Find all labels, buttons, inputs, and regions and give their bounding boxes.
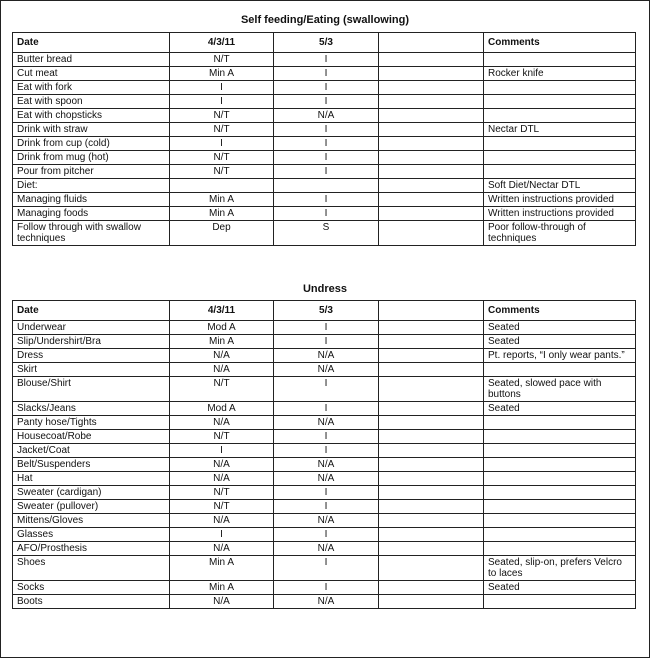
cell-comments: Poor follow-through of techniques (484, 221, 636, 246)
cell-activity: Socks (13, 581, 170, 595)
cell-activity: Diet: (13, 179, 170, 193)
cell-activity: Mittens/Gloves (13, 514, 170, 528)
cell-blank (379, 207, 484, 221)
cell-date-2: I (274, 335, 379, 349)
cell-blank (379, 363, 484, 377)
cell-date-2: I (274, 444, 379, 458)
undress-table (12, 300, 636, 609)
cell-date-2: I (274, 486, 379, 500)
cell-date-2: I (274, 207, 379, 221)
cell-comments (484, 486, 636, 500)
cell-date-2: N/A (274, 595, 379, 609)
table-row (13, 514, 636, 528)
cell-date-2: I (274, 193, 379, 207)
table-row (13, 95, 636, 109)
cell-comments: Soft Diet/Nectar DTL (484, 179, 636, 193)
table-row (13, 377, 636, 402)
table-row (13, 595, 636, 609)
cell-blank (379, 335, 484, 349)
cell-date-1: I (170, 81, 274, 95)
cell-activity: Drink with straw (13, 123, 170, 137)
cell-blank (379, 81, 484, 95)
cell-blank (379, 321, 484, 335)
cell-comments (484, 542, 636, 556)
cell-date-1: I (170, 95, 274, 109)
cell-blank (379, 221, 484, 246)
cell-blank (379, 53, 484, 67)
cell-date-1: Dep (170, 221, 274, 246)
cell-date-2: I (274, 321, 379, 335)
cell-blank (379, 123, 484, 137)
cell-date-1: Min A (170, 581, 274, 595)
cell-blank (379, 137, 484, 151)
cell-date-2: N/A (274, 542, 379, 556)
header-row (13, 33, 636, 53)
cell-activity: Hat (13, 472, 170, 486)
cell-blank (379, 514, 484, 528)
column-header-activity: Date (13, 301, 170, 321)
table-row (13, 193, 636, 207)
section-title-undress: Undress (302, 283, 348, 295)
cell-comments (484, 53, 636, 67)
cell-date-2: I (274, 95, 379, 109)
cell-activity: Managing foods (13, 207, 170, 221)
table-row (13, 165, 636, 179)
cell-activity: Boots (13, 595, 170, 609)
cell-comments (484, 363, 636, 377)
cell-date-2: I (274, 81, 379, 95)
table-row (13, 581, 636, 595)
cell-date-1: Min A (170, 67, 274, 81)
cell-blank (379, 179, 484, 193)
cell-comments: Seated, slip-on, prefers Velcro to laces (484, 556, 636, 581)
table-row (13, 349, 636, 363)
cell-date-1: N/A (170, 514, 274, 528)
cell-blank (379, 193, 484, 207)
table-row (13, 556, 636, 581)
cell-date-1: N/T (170, 500, 274, 514)
column-header-date-1: 4/3/11 (170, 301, 274, 321)
cell-date-1: I (170, 528, 274, 542)
cell-activity: Managing fluids (13, 193, 170, 207)
cell-comments: Seated, slowed pace with buttons (484, 377, 636, 402)
cell-comments: Nectar DTL (484, 123, 636, 137)
cell-comments (484, 528, 636, 542)
cell-comments: Written instructions provided (484, 207, 636, 221)
cell-date-1: N/A (170, 349, 274, 363)
cell-date-2: I (274, 377, 379, 402)
cell-comments: Seated (484, 402, 636, 416)
cell-activity: Butter bread (13, 53, 170, 67)
cell-blank (379, 430, 484, 444)
cell-activity: Housecoat/Robe (13, 430, 170, 444)
cell-activity: Glasses (13, 528, 170, 542)
table-row (13, 53, 636, 67)
cell-date-2: N/A (274, 458, 379, 472)
cell-date-1: N/T (170, 430, 274, 444)
cell-date-1: N/T (170, 151, 274, 165)
cell-activity: Shoes (13, 556, 170, 581)
cell-activity: Drink from cup (cold) (13, 137, 170, 151)
cell-activity: Drink from mug (hot) (13, 151, 170, 165)
cell-activity: Dress (13, 349, 170, 363)
cell-blank (379, 109, 484, 123)
cell-date-2: I (274, 123, 379, 137)
cell-blank (379, 528, 484, 542)
cell-date-1: Mod A (170, 321, 274, 335)
cell-blank (379, 458, 484, 472)
cell-comments (484, 137, 636, 151)
table-row (13, 402, 636, 416)
cell-date-2: I (274, 430, 379, 444)
cell-comments (484, 95, 636, 109)
cell-date-2: I (274, 137, 379, 151)
cell-comments: Seated (484, 581, 636, 595)
cell-date-1: Min A (170, 193, 274, 207)
cell-date-2: I (274, 528, 379, 542)
cell-blank (379, 402, 484, 416)
cell-date-1: N/A (170, 363, 274, 377)
cell-date-2: I (274, 581, 379, 595)
column-header-comments: Comments (484, 301, 636, 321)
cell-date-2: N/A (274, 472, 379, 486)
cell-blank (379, 151, 484, 165)
table-row (13, 109, 636, 123)
cell-date-1: N/T (170, 123, 274, 137)
cell-date-2 (274, 179, 379, 193)
table-row (13, 444, 636, 458)
self-feeding-table (12, 32, 636, 246)
cell-activity: Belt/Suspenders (13, 458, 170, 472)
column-header-comments: Comments (484, 33, 636, 53)
cell-comments (484, 500, 636, 514)
table-row (13, 416, 636, 430)
table-row (13, 67, 636, 81)
cell-date-2: I (274, 402, 379, 416)
cell-comments (484, 514, 636, 528)
cell-activity: Sweater (cardigan) (13, 486, 170, 500)
table-row (13, 81, 636, 95)
table-row (13, 151, 636, 165)
cell-activity: Underwear (13, 321, 170, 335)
table-row (13, 321, 636, 335)
cell-activity: AFO/Prosthesis (13, 542, 170, 556)
cell-comments (484, 151, 636, 165)
cell-blank (379, 349, 484, 363)
cell-comments: Written instructions provided (484, 193, 636, 207)
cell-activity: Skirt (13, 363, 170, 377)
cell-activity: Cut meat (13, 67, 170, 81)
column-header-blank (379, 33, 484, 53)
table-row (13, 486, 636, 500)
table-row (13, 207, 636, 221)
table-row (13, 363, 636, 377)
column-header-activity: Date (13, 33, 170, 53)
cell-date-1: Min A (170, 335, 274, 349)
cell-comments (484, 430, 636, 444)
column-header-date-2: 5/3 (274, 301, 379, 321)
cell-blank (379, 500, 484, 514)
cell-date-1: Min A (170, 556, 274, 581)
cell-blank (379, 595, 484, 609)
cell-date-1: N/T (170, 165, 274, 179)
cell-activity: Jacket/Coat (13, 444, 170, 458)
cell-date-2: I (274, 67, 379, 81)
cell-activity: Slacks/Jeans (13, 402, 170, 416)
cell-date-1: N/A (170, 416, 274, 430)
section-title-self-feeding: Self feeding/Eating (swallowing) (240, 14, 410, 26)
cell-date-1: N/A (170, 542, 274, 556)
cell-date-1: N/A (170, 458, 274, 472)
cell-comments: Seated (484, 335, 636, 349)
cell-comments (484, 416, 636, 430)
cell-activity: Eat with chopsticks (13, 109, 170, 123)
table-row (13, 458, 636, 472)
cell-date-1: I (170, 444, 274, 458)
header-row (13, 301, 636, 321)
cell-blank (379, 472, 484, 486)
cell-comments (484, 444, 636, 458)
cell-date-1: N/T (170, 109, 274, 123)
cell-activity: Eat with fork (13, 81, 170, 95)
cell-date-1 (170, 179, 274, 193)
cell-date-2: I (274, 556, 379, 581)
column-header-date-2: 5/3 (274, 33, 379, 53)
cell-blank (379, 95, 484, 109)
cell-blank (379, 542, 484, 556)
cell-comments: Seated (484, 321, 636, 335)
cell-blank (379, 416, 484, 430)
cell-date-1: Mod A (170, 402, 274, 416)
cell-date-2: I (274, 151, 379, 165)
cell-comments (484, 458, 636, 472)
table-row (13, 179, 636, 193)
cell-comments (484, 81, 636, 95)
cell-blank (379, 486, 484, 500)
cell-comments (484, 165, 636, 179)
cell-comments: Rocker knife (484, 67, 636, 81)
cell-blank (379, 377, 484, 402)
cell-blank (379, 67, 484, 81)
table-row (13, 472, 636, 486)
cell-date-1: I (170, 137, 274, 151)
cell-blank (379, 444, 484, 458)
cell-activity: Panty hose/Tights (13, 416, 170, 430)
cell-date-2: N/A (274, 109, 379, 123)
cell-blank (379, 556, 484, 581)
table-row (13, 123, 636, 137)
cell-date-1: N/A (170, 595, 274, 609)
cell-comments (484, 109, 636, 123)
cell-blank (379, 165, 484, 179)
table-row (13, 500, 636, 514)
cell-date-1: Min A (170, 207, 274, 221)
cell-date-2: I (274, 500, 379, 514)
table-row (13, 335, 636, 349)
cell-date-2: N/A (274, 363, 379, 377)
cell-activity: Pour from pitcher (13, 165, 170, 179)
cell-date-2: I (274, 165, 379, 179)
cell-date-2: I (274, 53, 379, 67)
cell-date-1: N/T (170, 377, 274, 402)
cell-activity: Eat with spoon (13, 95, 170, 109)
cell-comments (484, 595, 636, 609)
cell-date-2: S (274, 221, 379, 246)
cell-date-2: N/A (274, 349, 379, 363)
cell-comments: Pt. reports, “I only wear pants.” (484, 349, 636, 363)
table-row (13, 528, 636, 542)
cell-activity: Sweater (pullover) (13, 500, 170, 514)
column-header-blank (379, 301, 484, 321)
cell-activity: Slip/Undershirt/Bra (13, 335, 170, 349)
column-header-date-1: 4/3/11 (170, 33, 274, 53)
table-row (13, 430, 636, 444)
table-row (13, 542, 636, 556)
cell-date-2: N/A (274, 514, 379, 528)
cell-activity: Blouse/Shirt (13, 377, 170, 402)
cell-date-2: N/A (274, 416, 379, 430)
table-row (13, 137, 636, 151)
cell-date-1: N/T (170, 53, 274, 67)
cell-blank (379, 581, 484, 595)
table-row (13, 221, 636, 246)
cell-activity: Follow through with swallow techniques (13, 221, 170, 246)
cell-comments (484, 472, 636, 486)
cell-date-1: N/T (170, 486, 274, 500)
cell-date-1: N/A (170, 472, 274, 486)
